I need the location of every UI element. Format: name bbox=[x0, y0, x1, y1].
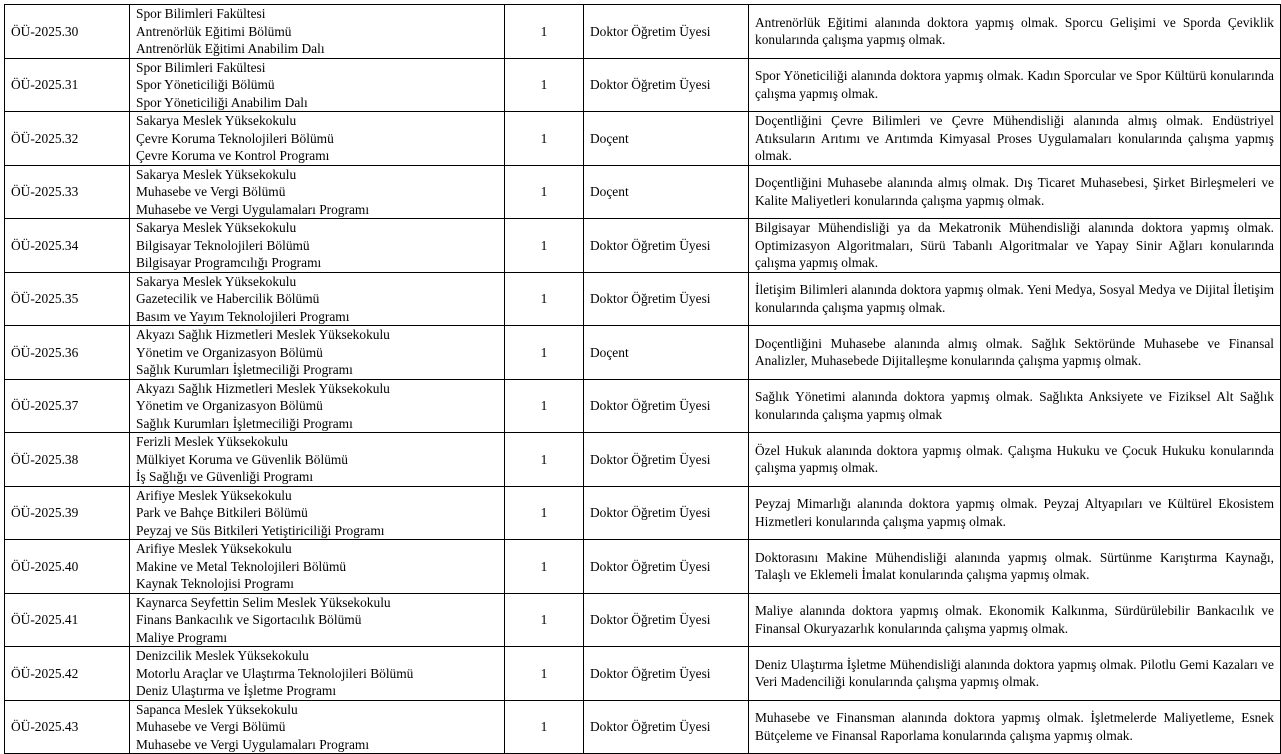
position-requirement: Peyzaj Mimarlığı alanında doktora yapmış olmak. Peyzaj Altyapıları ve Kültürel Ekosistem Hizmetleri konularında çalışma yapmış olmak. bbox=[749, 486, 1281, 540]
unit-faculty: Arifiye Meslek Yüksekokulu bbox=[136, 487, 292, 503]
unit-program: İş Sağlığı ve Güvenliği Programı bbox=[136, 469, 314, 484]
unit-department: Park ve Bahçe Bitkileri Bölümü bbox=[136, 505, 308, 520]
table-row bbox=[5, 593, 1281, 647]
position-code: ÖÜ-2025.36 bbox=[5, 326, 130, 380]
position-count: 1 bbox=[505, 219, 584, 273]
positions-table bbox=[4, 4, 1281, 754]
academic-unit bbox=[130, 58, 505, 112]
position-requirement: Maliye alanında doktora yapmış olmak. Ekonomik Kalkınma, Sürdürülebilir Bankacılık ve Finansal Okuryazarlık konularında çalışma yapmış olmak. bbox=[749, 593, 1281, 647]
academic-title: Doçent bbox=[584, 112, 749, 166]
position-code: ÖÜ-2025.32 bbox=[5, 112, 130, 166]
unit-program: Maliye Programı bbox=[136, 629, 228, 645]
table-row bbox=[5, 540, 1281, 594]
unit-faculty: Arifiye Meslek Yüksekokulu bbox=[136, 541, 292, 556]
academic-title: Doktor Öğretim Üyesi bbox=[584, 219, 749, 273]
academic-unit bbox=[130, 593, 505, 647]
table-row bbox=[5, 112, 1281, 166]
position-requirement: Özel Hukuk alanında doktora yapmış olmak. Çalışma Hukuku ve Çocuk Hukuku konularında çalışma yapmış olmak. bbox=[749, 433, 1281, 487]
academic-unit bbox=[130, 379, 505, 433]
academic-title: Doktor Öğretim Üyesi bbox=[584, 700, 749, 754]
unit-department: Finans Bankacılık ve Sigortacılık Bölümü bbox=[136, 612, 362, 627]
unit-program: Muhasebe ve Vergi Uygulamaları Programı bbox=[136, 736, 370, 752]
unit-department: Spor Yöneticiliği Bölümü bbox=[136, 77, 275, 92]
unit-faculty: Ferizli Meslek Yüksekokulu bbox=[136, 434, 288, 449]
position-count: 1 bbox=[505, 433, 584, 487]
position-count: 1 bbox=[505, 379, 584, 433]
unit-program: Bilgisayar Programcılığı Programı bbox=[136, 255, 322, 270]
unit-program: Muhasebe ve Vergi Uygulamaları Programı bbox=[136, 201, 370, 217]
table-row bbox=[5, 5, 1281, 59]
table-row bbox=[5, 219, 1281, 273]
table-row bbox=[5, 326, 1281, 380]
unit-department: Yönetim ve Organizasyon Bölümü bbox=[136, 398, 323, 413]
position-count: 1 bbox=[505, 165, 584, 219]
position-requirement: Spor Yöneticiliği alanında doktora yapmış olmak. Kadın Sporcular ve Spor Kültürü konularında çalışma yapmış olmak. bbox=[749, 58, 1281, 112]
academic-title: Doktor Öğretim Üyesi bbox=[584, 540, 749, 594]
unit-faculty: Spor Bilimleri Fakültesi bbox=[136, 59, 266, 75]
academic-unit bbox=[130, 5, 505, 59]
table-row bbox=[5, 165, 1281, 219]
unit-program: Sağlık Kurumları İşletmeciliği Programı bbox=[136, 362, 353, 377]
position-code: ÖÜ-2025.30 bbox=[5, 5, 130, 59]
unit-program: Spor Yöneticiliği Anabilim Dalı bbox=[136, 94, 308, 110]
unit-department: Mülkiyet Koruma ve Güvenlik Bölümü bbox=[136, 451, 348, 467]
academic-unit bbox=[130, 433, 505, 487]
unit-program: Kaynak Teknolojisi Programı bbox=[136, 576, 294, 591]
unit-program: Deniz Ulaştırma ve İşletme Programı bbox=[136, 683, 337, 698]
academic-unit bbox=[130, 540, 505, 594]
position-requirement: İletişim Bilimleri alanında doktora yapmış olmak. Yeni Medya, Sosyal Medya ve Dijital İletişim konularında çalışma yapmış olmak. bbox=[749, 272, 1281, 326]
academic-unit bbox=[130, 486, 505, 540]
unit-faculty: Kaynarca Seyfettin Selim Meslek Yüksekokulu bbox=[136, 594, 391, 610]
positions-table-body bbox=[5, 5, 1281, 754]
position-code: ÖÜ-2025.35 bbox=[5, 272, 130, 326]
position-code: ÖÜ-2025.41 bbox=[5, 593, 130, 647]
unit-faculty: Akyazı Sağlık Hizmetleri Meslek Yüksekokulu bbox=[136, 327, 390, 342]
unit-program: Sağlık Kurumları İşletmeciliği Programı bbox=[136, 415, 353, 431]
position-code: ÖÜ-2025.38 bbox=[5, 433, 130, 487]
unit-department: Motorlu Araçlar ve Ulaştırma Teknolojileri Bölümü bbox=[136, 665, 414, 681]
position-code: ÖÜ-2025.31 bbox=[5, 58, 130, 112]
academic-title: Doktor Öğretim Üyesi bbox=[584, 272, 749, 326]
unit-department: Muhasebe ve Vergi Bölümü bbox=[136, 719, 286, 734]
unit-department: Muhasebe ve Vergi Bölümü bbox=[136, 184, 286, 199]
unit-department: Antrenörlük Eğitimi Bölümü bbox=[136, 23, 292, 39]
unit-faculty: Sapanca Meslek Yüksekokulu bbox=[136, 701, 298, 717]
academic-title: Doçent bbox=[584, 165, 749, 219]
position-requirement: Doktorasını Makine Mühendisliği alanında yapmış olmak. Sürtünme Karıştırma Kaynağı, Talaşlı ve Eklemeli İmalat konularında çalışma yapmış olmak. bbox=[749, 540, 1281, 594]
position-code: ÖÜ-2025.40 bbox=[5, 540, 130, 594]
unit-faculty: Sakarya Meslek Yüksekokulu bbox=[136, 113, 297, 128]
position-requirement: Doçentliğini Muhasebe alanında almış olmak. Sağlık Sektöründe Muhasebe ve Finansal Analizler, Muhasebede Dijitalleşme konularında çalışma yapmış olmak. bbox=[749, 326, 1281, 380]
table-row bbox=[5, 433, 1281, 487]
position-count: 1 bbox=[505, 593, 584, 647]
unit-faculty: Akyazı Sağlık Hizmetleri Meslek Yüksekokulu bbox=[136, 380, 390, 396]
position-requirement: Bilgisayar Mühendisliği ya da Mekatronik Mühendisliği alanında doktora yapmış olmak. Optimizasyon Algoritmaları, Sürü Tabanlı Algoritmalar ve Yapay Sinir Ağları konularında çalışma yapmış olmak. bbox=[749, 219, 1281, 273]
unit-department: Makine ve Metal Teknolojileri Bölümü bbox=[136, 558, 347, 574]
academic-title: Doktor Öğretim Üyesi bbox=[584, 58, 749, 112]
position-count: 1 bbox=[505, 647, 584, 701]
unit-program: Antrenörlük Eğitimi Anabilim Dalı bbox=[136, 41, 325, 56]
position-count: 1 bbox=[505, 272, 584, 326]
academic-unit bbox=[130, 326, 505, 380]
academic-unit bbox=[130, 165, 505, 219]
position-count: 1 bbox=[505, 58, 584, 112]
unit-department: Yönetim ve Organizasyon Bölümü bbox=[136, 344, 323, 360]
position-requirement: Doçentliğini Muhasebe alanında almış olmak. Dış Ticaret Muhasebesi, Şirket Birleşmeleri ve Kalite Maliyetleri konularında çalışma yapmış olmak. bbox=[749, 165, 1281, 219]
position-count: 1 bbox=[505, 540, 584, 594]
academic-unit bbox=[130, 647, 505, 701]
table-row bbox=[5, 272, 1281, 326]
position-count: 1 bbox=[505, 112, 584, 166]
unit-department: Bilgisayar Teknolojileri Bölümü bbox=[136, 237, 310, 253]
position-count: 1 bbox=[505, 326, 584, 380]
unit-department: Gazetecilik ve Habercilik Bölümü bbox=[136, 291, 320, 306]
position-code: ÖÜ-2025.37 bbox=[5, 379, 130, 433]
table-row bbox=[5, 379, 1281, 433]
academic-unit bbox=[130, 219, 505, 273]
position-count: 1 bbox=[505, 5, 584, 59]
position-code: ÖÜ-2025.42 bbox=[5, 647, 130, 701]
unit-faculty: Sakarya Meslek Yüksekokulu bbox=[136, 220, 297, 235]
position-requirement: Doçentliğini Çevre Bilimleri ve Çevre Mühendisliği alanında almış olmak. Endüstriyel Atıksuların Arıtımı ve Arıtımda Kimyasal Proses Uygulamaları konularında çalışma yapmış olmak. bbox=[749, 112, 1281, 166]
academic-title: Doktor Öğretim Üyesi bbox=[584, 5, 749, 59]
position-requirement: Deniz Ulaştırma İşletme Mühendisliği alanında doktora yapmış olmak. Pilotlu Gemi Kazaları ve Veri Madenciliği konularında çalışma yapmış olmak. bbox=[749, 647, 1281, 701]
unit-program: Basım ve Yayım Teknolojileri Programı bbox=[136, 308, 350, 324]
position-code: ÖÜ-2025.34 bbox=[5, 219, 130, 273]
unit-program: Peyzaj ve Süs Bitkileri Yetiştiriciliği Programı bbox=[136, 522, 385, 538]
unit-department: Çevre Koruma Teknolojileri Bölümü bbox=[136, 130, 334, 146]
position-count: 1 bbox=[505, 486, 584, 540]
academic-unit bbox=[130, 272, 505, 326]
position-requirement: Muhasebe ve Finansman alanında doktora yapmış olmak. İşletmelerde Maliyetleme, Esnek Bütçeleme ve Finansal Raporlama konularında çalışma yapmış olmak. bbox=[749, 700, 1281, 754]
position-code: ÖÜ-2025.43 bbox=[5, 700, 130, 754]
academic-title: Doktor Öğretim Üyesi bbox=[584, 486, 749, 540]
table-row bbox=[5, 58, 1281, 112]
position-requirement: Antrenörlük Eğitimi alanında doktora yapmış olmak. Sporcu Gelişimi ve Sporda Çeviklik konularında çalışma yapmış olmak. bbox=[749, 5, 1281, 59]
unit-program: Çevre Koruma ve Kontrol Programı bbox=[136, 148, 330, 163]
academic-unit bbox=[130, 112, 505, 166]
academic-title: Doktor Öğretim Üyesi bbox=[584, 647, 749, 701]
table-row bbox=[5, 647, 1281, 701]
academic-title: Doçent bbox=[584, 326, 749, 380]
unit-faculty: Sakarya Meslek Yüksekokulu bbox=[136, 166, 297, 182]
unit-faculty: Sakarya Meslek Yüksekokulu bbox=[136, 273, 297, 289]
position-requirement: Sağlık Yönetimi alanında doktora yapmış olmak. Sağlıkta Anksiyete ve Fiziksel Alt Sağlık konularında çalışma yapmış olmak bbox=[749, 379, 1281, 433]
academic-title: Doktor Öğretim Üyesi bbox=[584, 593, 749, 647]
academic-title: Doktor Öğretim Üyesi bbox=[584, 379, 749, 433]
academic-title: Doktor Öğretim Üyesi bbox=[584, 433, 749, 487]
academic-unit bbox=[130, 700, 505, 754]
table-row bbox=[5, 700, 1281, 754]
unit-faculty: Spor Bilimleri Fakültesi bbox=[136, 6, 266, 21]
position-count: 1 bbox=[505, 700, 584, 754]
unit-faculty: Denizcilik Meslek Yüksekokulu bbox=[136, 648, 309, 663]
position-code: ÖÜ-2025.33 bbox=[5, 165, 130, 219]
position-code: ÖÜ-2025.39 bbox=[5, 486, 130, 540]
table-row bbox=[5, 486, 1281, 540]
